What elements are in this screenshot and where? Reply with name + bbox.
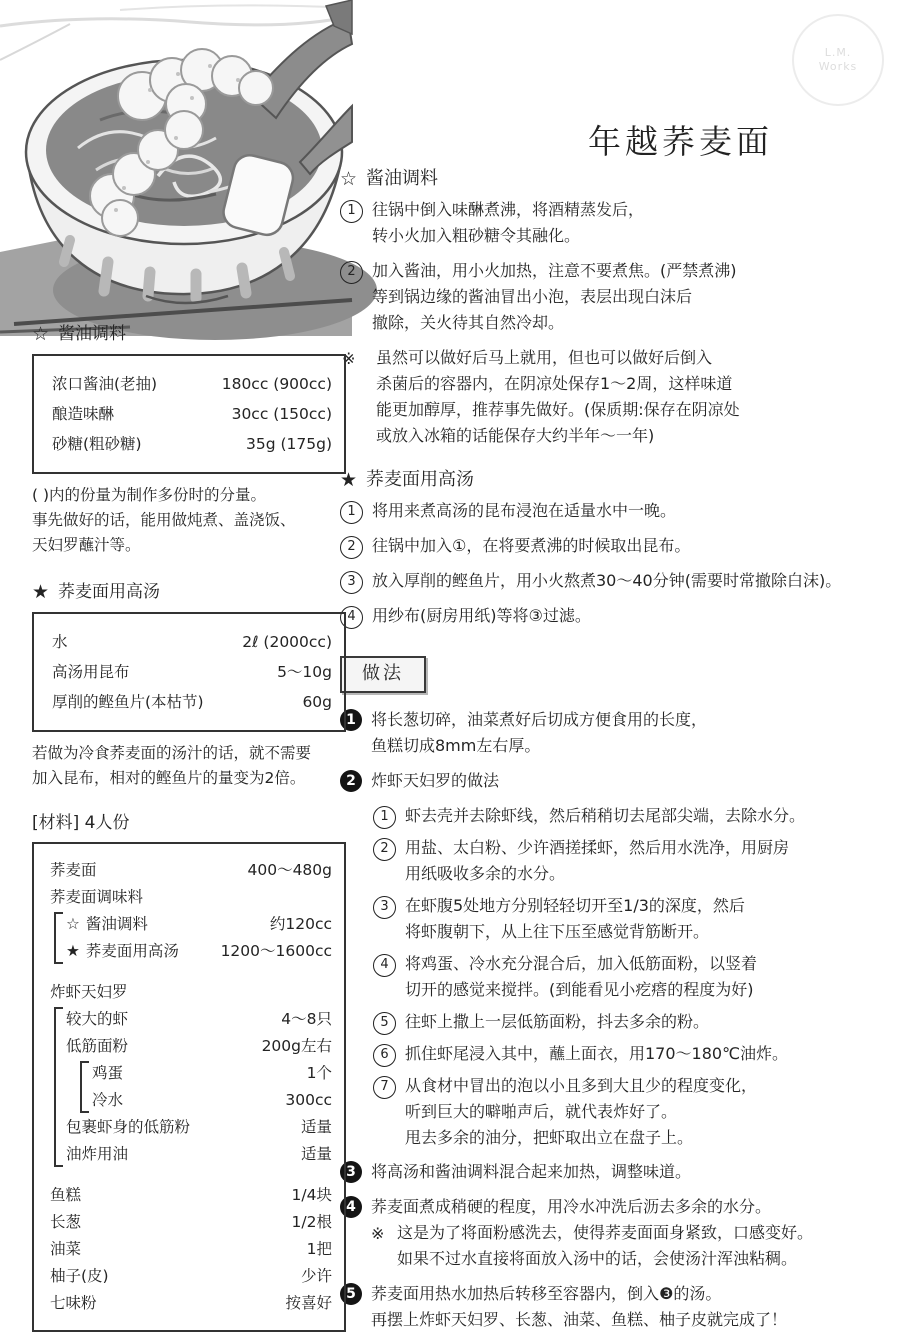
ingredient-row (52, 687, 332, 717)
ingredient-amount: 按喜好 (285, 1294, 332, 1312)
circled-number-icon: 3 (340, 571, 363, 594)
ingredient-row (52, 627, 332, 657)
ingredients-column (32, 322, 346, 1332)
text-line: 用纸吸收多余的水分。 (405, 864, 566, 883)
ingredient-amount: 1把 (306, 1240, 332, 1258)
ingredient-amount: 60g (302, 693, 332, 711)
sauce-heading-label: 酱油调料 (366, 168, 439, 189)
material-row (66, 1007, 332, 1032)
material-row (50, 1291, 332, 1316)
group-label: 荞麦面调味料 (50, 888, 144, 906)
method-step-2 (340, 768, 900, 794)
text-line: 切开的感觉来搅拌。(到能看见小疙瘩的程度为好) (405, 980, 754, 999)
circled-number-icon: 4 (340, 606, 363, 629)
material-row (66, 1115, 332, 1140)
dashi-step-1 (340, 498, 900, 524)
ingredient-amount: 适量 (300, 1118, 332, 1136)
material-row (50, 1264, 332, 1289)
material-row (66, 939, 332, 964)
text-line: 转小火加入粗砂糖令其融化。 (372, 226, 581, 245)
circled-number-icon: 1 (340, 200, 363, 223)
instructions-column (340, 166, 900, 1342)
ingredient-amount: 35g (175g) (245, 435, 332, 453)
dashi-heading-label: 荞麦面用高汤 (366, 469, 475, 490)
text-line: 如果不过水直接将面放入汤中的话，会使汤汁浑浊粘稠。 (397, 1249, 798, 1268)
tempura-substep-1 (373, 803, 900, 829)
ingredient-name: 低筋面粉 (66, 1037, 129, 1055)
text-line: 用盐、太白粉、少许酒搓揉虾，然后用水洗净，用厨房 (405, 838, 790, 857)
logo-line2: Works (818, 60, 858, 73)
sauce-note (342, 345, 900, 449)
material-row (50, 858, 332, 883)
ingredient-amount: 4～8只 (281, 1010, 332, 1028)
text-line: 往锅中倒入味醂煮沸，将酒精蒸发后， (372, 200, 645, 219)
group-label: 炸虾天妇罗 (50, 983, 128, 1001)
ingredient-name: 长葱 (50, 1213, 82, 1231)
circled-number-icon: 5 (373, 1012, 396, 1035)
filled-number-icon: 4 (340, 1196, 362, 1218)
text-line: 抓住虾尾浸入其中，蘸上面衣，用170～180℃油炸。 (405, 1044, 789, 1063)
ingredient-name: 包裹虾身的低筋粉 (66, 1118, 191, 1136)
sauce-table-note (32, 483, 346, 558)
ingredient-name: 荞麦面 (50, 861, 97, 879)
circled-number-icon: 7 (373, 1076, 396, 1099)
tempura-substep-5 (373, 1009, 900, 1035)
text-line: 虽然可以做好后马上就用，但也可以做好后倒入 (376, 348, 713, 367)
text-line: 将虾腹朝下，从上往下压至感觉背筋断开。 (405, 922, 710, 941)
material-row (50, 1183, 332, 1208)
material-row (50, 1237, 332, 1262)
text-line: 用纱布(厨房用纸)等将③过滤。 (372, 606, 591, 625)
ingredient-amount: 1200～1600cc (220, 942, 332, 960)
tempura-bracket-group (54, 1007, 332, 1167)
ingredient-name (66, 939, 179, 964)
ingredient-name: 较大的虾 (66, 1010, 129, 1028)
lm-works-logo (792, 14, 884, 106)
circled-number-icon: 4 (373, 954, 396, 977)
text-line: 将长葱切碎，油菜煮好后切成方便食用的长度， (371, 710, 708, 729)
text-line: 加入酱油，用小火加热，注意不要煮焦。(严禁煮沸) (372, 261, 737, 280)
circled-number-icon: 6 (373, 1044, 396, 1067)
circled-number-icon: 3 (373, 896, 396, 919)
text-line: 往虾上撒上一层低筋面粉，抖去多余的粉。 (405, 1012, 710, 1031)
ingredient-name: 水 (52, 633, 68, 651)
material-group-label (50, 885, 332, 910)
method-step-1 (340, 707, 900, 759)
text-line: 再摆上炸虾天妇罗、长葱、油菜、鱼糕、柚子皮就完成了！ (371, 1310, 788, 1329)
method-step-3 (340, 1159, 900, 1185)
reference-mark-icon: ※ (371, 1224, 385, 1243)
filled-number-icon: 5 (340, 1283, 362, 1305)
tempura-substep-4 (373, 951, 900, 1003)
ingredient-name: 厚削的鲣鱼片(本枯节) (52, 693, 204, 711)
dashi-ingredients-heading (32, 580, 346, 605)
method-step-5 (340, 1281, 900, 1333)
circled-number-icon: 2 (340, 536, 363, 559)
dashi-ingredients-table (32, 612, 346, 732)
ingredient-amount: 30cc (150cc) (231, 405, 332, 423)
text-line: 事先做好的话，能用做炖煮、盖浇饭、 (32, 511, 296, 529)
tempura-substeps (340, 803, 900, 1151)
star-outline-icon: ☆ (66, 915, 80, 933)
ingredient-row (52, 369, 332, 399)
dashi-heading-label: 荞麦面用高汤 (58, 582, 161, 602)
tempura-substep-2 (373, 835, 900, 887)
method-step-4-note (371, 1220, 900, 1272)
method-step-4 (340, 1194, 900, 1272)
ingredient-amount: 180cc (900cc) (221, 375, 332, 393)
ingredient-name: 砂糖(粗砂糖) (52, 435, 142, 453)
text-line: 将用来煮高汤的昆布浸泡在适量水中一晚。 (372, 501, 677, 520)
ingredient-amount: 约120cc (269, 915, 332, 933)
ingredient-amount: 1/4块 (291, 1186, 332, 1204)
sauce-step-2 (340, 258, 900, 336)
circled-number-icon: 1 (373, 806, 396, 829)
circled-number-icon: 2 (340, 261, 363, 284)
ingredient-amount: 适量 (300, 1145, 332, 1163)
text-line: 杀菌后的容器内，在阴凉处保存1～2周，这样味道 (376, 374, 733, 393)
text-line: 加入昆布，相对的鲣鱼片的量变为2倍。 (32, 769, 306, 787)
text-line: ( )内的份量为制作多份时的分量。 (32, 486, 267, 504)
ingredient-amount: 2ℓ (2000cc) (242, 633, 332, 651)
text-line: 或放入冰箱的话能保存大约半年～一年) (376, 426, 655, 445)
ingredient-row (52, 399, 332, 429)
ingredient-name: 油菜 (50, 1240, 82, 1258)
sauce-ingredients-table (32, 354, 346, 474)
sauce-steps-heading (340, 166, 900, 192)
seasoning-bracket-group (54, 912, 332, 964)
ingredient-name: 高汤用昆布 (52, 663, 130, 681)
material-row (92, 1088, 332, 1113)
dashi-step-4 (340, 603, 900, 629)
ingredient-name-text: 酱油调料 (85, 915, 148, 933)
filled-number-icon: 1 (340, 709, 362, 731)
materials-heading: [材料] 4人份 (32, 813, 130, 833)
dashi-step-2 (340, 533, 900, 559)
dashi-steps-heading (340, 467, 900, 493)
soba-bowl-drawing (0, 0, 352, 336)
dashi-table-note (32, 741, 346, 791)
filled-number-icon: 3 (340, 1161, 362, 1183)
text-line: 听到巨大的噼啪声后，就代表炸好了。 (405, 1102, 678, 1121)
ingredient-name: 七味粉 (50, 1294, 97, 1312)
ingredient-name (66, 912, 148, 937)
text-line: 鱼糕切成8mm左右厚。 (371, 736, 541, 755)
star-filled-icon: ★ (340, 469, 358, 491)
ingredient-name: 鱼糕 (50, 1186, 82, 1204)
star-outline-icon: ☆ (340, 168, 358, 190)
ingredient-amount: 5～10g (277, 663, 332, 681)
material-row (50, 1210, 332, 1235)
tempura-substep-7 (373, 1073, 900, 1151)
text-line: 放入厚削的鲣鱼片，用小火熬煮30～40分钟(需要时常撤除白沫)。 (372, 571, 842, 590)
text-line: 虾去壳并去除虾线，然后稍稍切去尾部尖端，去除水分。 (405, 806, 806, 825)
ingredient-row (52, 657, 332, 687)
ingredient-name: 柚子(皮) (50, 1267, 109, 1285)
text-line: 炸虾天妇罗的做法 (371, 771, 500, 790)
ingredient-amount: 1个 (306, 1064, 332, 1082)
text-line: 将鸡蛋、冷水充分混合后，加入低筋面粉，以竖着 (405, 954, 758, 973)
text-line: 将高汤和酱油调料混合起来加热，调整味道。 (371, 1162, 692, 1181)
star-filled-icon: ★ (32, 581, 50, 603)
reference-mark-icon: ※ (342, 349, 356, 368)
text-line: 在虾腹5处地方分别轻轻切开至1/3的深度，然后 (405, 896, 745, 915)
ingredient-name: 鸡蛋 (92, 1064, 124, 1082)
ingredient-amount: 200g左右 (261, 1037, 332, 1055)
ingredient-row (52, 429, 332, 459)
sauce-step-1 (340, 197, 900, 249)
ingredient-name: 冷水 (92, 1091, 124, 1109)
ingredient-amount: 1/2根 (291, 1213, 332, 1231)
material-row (66, 1034, 332, 1059)
ingredient-name-text: 荞麦面用高汤 (85, 942, 179, 960)
star-outline-icon: ☆ (32, 323, 50, 345)
text-line: 甩去多余的油分，把虾取出立在盘子上。 (405, 1128, 694, 1147)
text-line: 荞麦面煮成稍硬的程度，用冷水冲洗后沥去多余的水分。 (371, 1197, 772, 1216)
text-line: 这是为了将面粉感洗去，使得荞麦面面身紧致，口感变好。 (397, 1223, 814, 1242)
material-row (66, 1142, 332, 1167)
sauce-ingredients-heading (32, 322, 346, 347)
page-title: 年越荞麦面 (588, 122, 773, 161)
logo-line1: L.M. (824, 46, 852, 59)
tempura-substep-3 (373, 893, 900, 945)
tempura-substep-6 (373, 1041, 900, 1067)
circled-number-icon: 1 (340, 501, 363, 524)
text-line: 若做为冷食荞麦面的汤汁的话，就不需要 (32, 744, 312, 762)
batter-bracket-group (80, 1061, 332, 1113)
ingredient-name: 浓口酱油(老抽) (52, 375, 158, 393)
material-row (92, 1061, 332, 1086)
ingredient-amount: 少许 (300, 1267, 332, 1285)
text-line: 往锅中加入①，在将要煮沸的时候取出昆布。 (372, 536, 691, 555)
text-line: 等到锅边缘的酱油冒出小泡，表层出现白沫后 (372, 287, 693, 306)
text-line: 从食材中冒出的泡以小且多到大且少的程度变化， (405, 1076, 758, 1095)
soba-bowl-illustration (0, 0, 352, 336)
text-line: 能更加醇厚，推荐事先做好。(保质期:保存在阴凉处 (376, 400, 740, 419)
method-section-label: 做法 (340, 656, 426, 693)
text-line: 荞麦面用热水加热后转移至容器内，倒入❸的汤。 (371, 1284, 722, 1303)
dashi-step-3 (340, 568, 900, 594)
materials-table (32, 842, 346, 1332)
sauce-heading-label: 酱油调料 (58, 324, 127, 344)
filled-number-icon: 2 (340, 770, 362, 792)
ingredient-name: 酿造味醂 (52, 405, 115, 423)
text-line: 天妇罗蘸汁等。 (32, 536, 141, 554)
ingredient-amount: 300cc (285, 1091, 332, 1109)
ingredient-amount: 400～480g (247, 861, 332, 879)
ingredient-name: 油炸用油 (66, 1145, 129, 1163)
material-row (66, 912, 332, 937)
text-line: 撤除，关火待其自然冷却。 (372, 313, 565, 332)
star-filled-icon: ★ (66, 942, 80, 960)
circled-number-icon: 2 (373, 838, 396, 861)
material-group-label (50, 980, 332, 1005)
